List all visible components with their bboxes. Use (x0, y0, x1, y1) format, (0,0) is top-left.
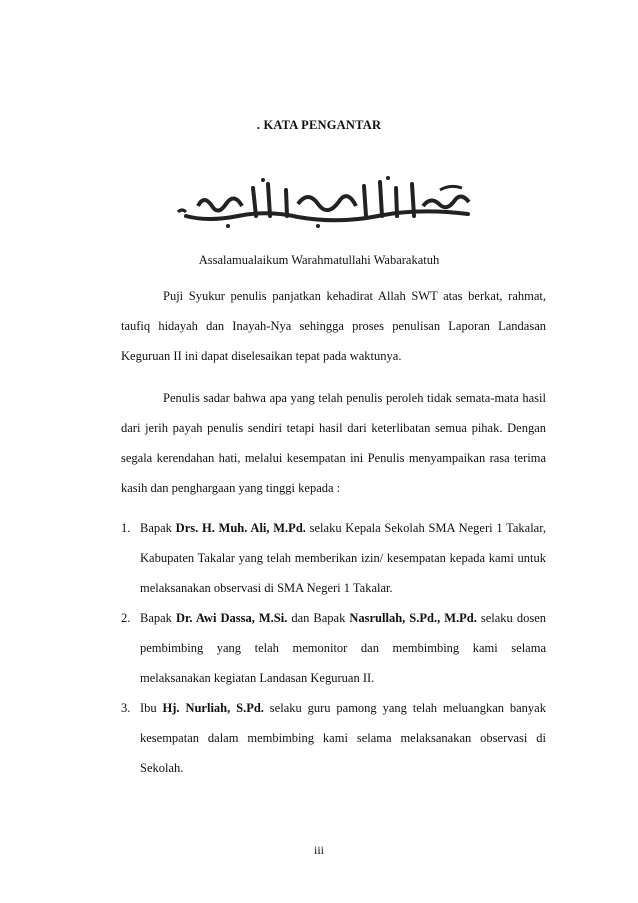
list-number: 1. (121, 521, 131, 535)
person-name: Dr. Awi Dassa, M.Si. (175, 611, 288, 625)
list-prefix: Ibu (140, 701, 163, 715)
list-prefix: Bapak (140, 521, 176, 535)
acknowledgement-list (121, 513, 546, 783)
list-text: selaku guru pamong yang telah meluangkan banyak kesempatan dalam membimbing kami selama melaksanakan observasi di Sekolah. (140, 701, 546, 775)
list-number: 3. (121, 701, 131, 715)
paragraph-2-text: Penulis sadar bahwa apa yang telah penulis peroleh tidak semata-mata hasil dari jerih payah penulis sendiri tetapi hasil dari keterlibatan semua pihak. Dengan segala kerendahan hati, melalui kesempatan ini Penulis menyampaikan rasa terima kasih dan penghargaan yang tinggi kepada : (121, 391, 546, 495)
basmalah-calligraphy (168, 176, 483, 230)
paragraph-2 (121, 383, 546, 503)
page-title: . KATA PENGANTAR (256, 118, 382, 132)
list-item (121, 513, 546, 603)
paragraph-1-text: Puji Syukur penulis panjatkan kehadirat Allah SWT atas berkat, rahmat, taufiq hidayah dan Inayah-Nya sehingga proses penulisan Laporan Landasan Keguruan II ini dapat diselesaikan tepat pada waktunya. (121, 289, 546, 363)
paragraph-1 (121, 281, 546, 371)
list-connector: dan Bapak (287, 611, 350, 625)
list-text: selaku Kepala Sekolah SMA Negeri 1 Takalar, Kabupaten Takalar yang telah memberikan izin/ kesempatan kepada kami untuk melaksanakan observasi di SMA Negeri 1 Takalar. (140, 521, 546, 595)
page-number: iii (313, 843, 324, 857)
list-text: selaku dosen pembimbing yang telah memonitor dan membimbing kami selama melaksanakan kegiatan Landasan Keguruan II. (140, 611, 546, 685)
basmalah-text: بِسْمِ اللّٰهِ الرَّحْمٰنِ الرَّحِيْمِ (168, 176, 178, 177)
person-name: Nasrullah, S.Pd., M.Pd. (349, 611, 477, 625)
list-item (121, 693, 546, 783)
list-number: 2. (121, 611, 131, 625)
greeting: Assalamualaikum Warahmatullahi Wabarakatuh (198, 253, 440, 267)
list-prefix: Bapak (140, 611, 176, 625)
list-item (121, 603, 546, 693)
person-name: Drs. H. Muh. Ali, M.Pd. (175, 521, 306, 535)
person-name: Hj. Nurliah, S.Pd. (162, 701, 264, 715)
